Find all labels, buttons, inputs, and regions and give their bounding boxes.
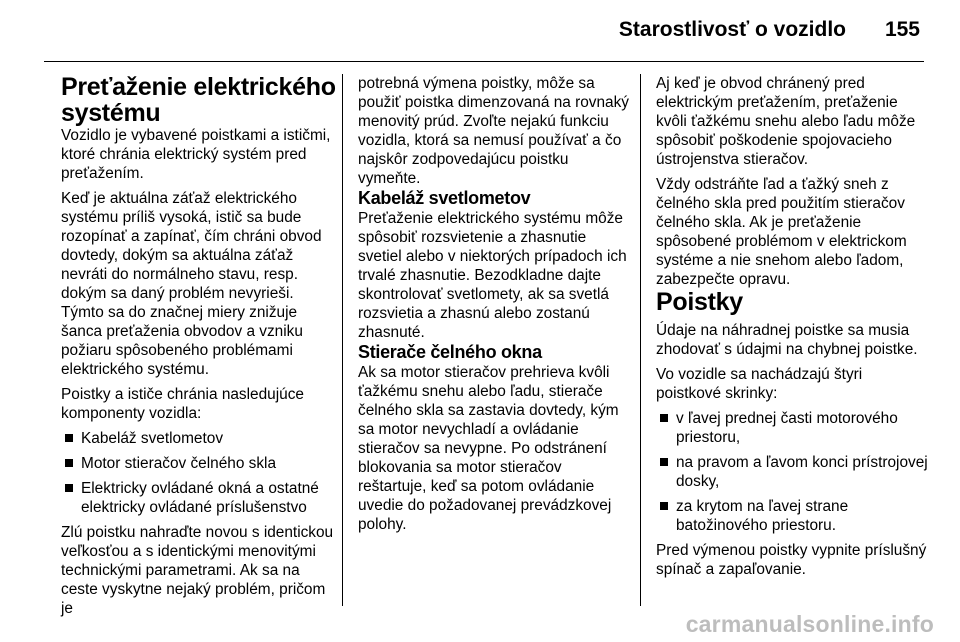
header-rule [44,61,924,62]
column-3 [656,74,928,579]
bullet-square-icon [660,458,668,466]
header-title: Starostlivosť o vozidlo [618,18,846,41]
column-divider [342,74,343,606]
paragraph: Ak sa motor stieračov prehrieva kvôli ťažkému snehu alebo ľadu, stierače čelného skla sa zastavia dovtedy, kým sa motor nevychladí a ovládanie stieračov sa nevypne. Po odstránení blokovania sa motor stieračov reštartuje, keď sa potom ovládanie uvedie do požadovanej prevádzkovej polohy. [358,364,619,533]
paragraph: Pred výmenou poistky vypnite príslušný spínač a zapaľovanie. [656,542,927,578]
column-divider [640,74,641,606]
paragraph: potrebná výmena poistky, môže sa použiť poistka dimenzovaná na rovnaký menovitý prúd. Zvoľte nejakú funkciu vozidla, ktorá sa nemusí používať a čo najskôr zodpovedajúcu poistku vymeňte. [358,75,629,187]
list-item: za krytom na ľavej strane batožinového priestoru. [656,497,928,535]
list-item: Motor stieračov čelného skla [61,454,339,473]
paragraph: Poistky a ističe chránia nasledujúce komponenty vozidla: [61,386,304,422]
list-item: v ľavej prednej časti motorového priestoru, [656,409,928,447]
bullet-square-icon [660,502,668,510]
list-item: Kabeláž svetlometov [61,429,339,448]
paragraph: Preťaženie elektrického systému môže spôsobiť rozsvietenie a zhasnutie svetiel alebo v niektorých prípadoch ich trvalé zhasnutie. Bezodkladne dajte skontrolovať svetlomety, ak sa svetlá rozsvietia a zhasnú alebo zostanú zhasnuté. [358,210,627,341]
section-heading-fuses: Poistky [656,288,743,316]
list-item: Elektricky ovládané okná a ostatné elektricky ovládané príslušenstvo [61,479,339,517]
page-number: 155 [884,18,920,41]
paragraph: Keď je aktuálna záťaž elektrického systému príliš vysoká, istič sa bude rozopínať a zapínať, čím chráni obvod dovtedy, dokým sa aktuálna záťaž nevráti do normálneho stavu, resp. dokým sa daný problém nevyrieši. Týmto sa do značnej miery znižuje šanca preťaženia obvodov a vzniku požiaru spôsobeného problémami elektrického systému. [61,190,322,378]
bullet-square-icon [65,434,73,442]
component-list [61,429,339,517]
bullet-square-icon [65,459,73,467]
paragraph: Vždy odstráňte ľad a ťažký sneh z čelného skla pred použitím stieračov čelného skla. Ak je preťaženie spôsobené problémom v elektrickom systéme a nie snehom alebo ľadom, zabezpečte opravu. [656,176,907,288]
fuse-box-list [656,409,928,535]
paragraph: Vozidlo je vybavené poistkami a ističmi, ktoré chránia elektrický systém pred preťažením. [61,127,331,182]
paragraph: Vo vozidle sa nachádzajú štyri poistkové skrinky: [656,366,863,402]
section-heading-overload: Preťaženie elektrického systému [61,73,336,127]
bullet-square-icon [65,484,73,492]
paragraph: Aj keď je obvod chránený pred elektrickým preťažením, preťaženie kvôli ťažkému snehu alebo ľadu môže spôsobiť poškodenie spojovacieho ústrojenstva stieračov. [656,75,916,168]
section-heading-headlamp-wiring: Kabeláž svetlometov [358,188,531,208]
page-header [44,14,924,50]
bullet-square-icon [660,414,668,422]
watermark: carmanualsonline.info [685,611,934,637]
paragraph: Zlú poistku nahraďte novou s identickou veľkosťou a s identickými menovitými technickými parametrami. Ak sa na ceste vyskytne nejaký problém, pričom je [61,524,334,617]
paragraph: Údaje na náhradnej poistke sa musia zhodovať s údajmi na chybnej poistke. [656,322,918,358]
column-1 [61,74,339,618]
column-2 [358,74,630,534]
list-item: na pravom a ľavom konci prístrojovej dosky, [656,453,928,491]
section-heading-wipers: Stierače čelného okna [358,342,542,362]
